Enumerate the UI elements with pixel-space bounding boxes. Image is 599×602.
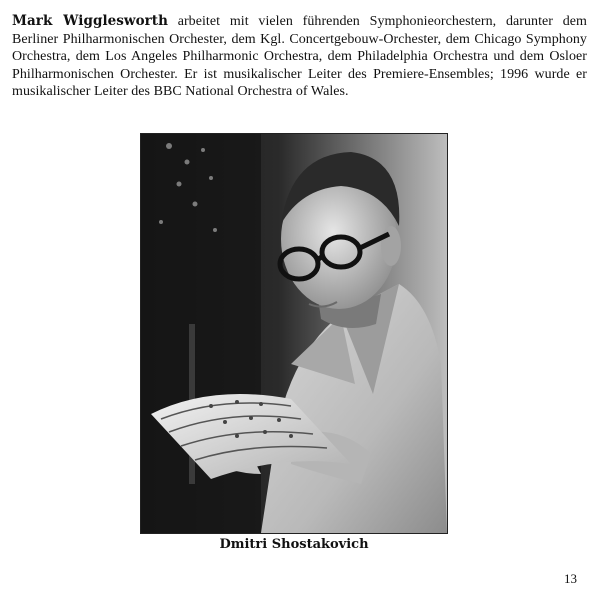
portrait-illustration: [141, 134, 447, 533]
performer-name: Mark Wigglesworth: [12, 13, 168, 29]
biography-paragraph: [12, 13, 587, 101]
photo-caption: Dmitri Shostakovich: [219, 537, 369, 552]
biography-text: arbeitet mit vielen führenden Symphonieorchestern, darunter dem Berliner Philharmonischen Orchester, dem Kgl. Concertgebouw-Orchester, dem Chicago Symphony Orchestra, dem Los Angeles Philharmonic Orchestra, dem Philadelphia Orchestra und dem Osloer Philharmonischen Orchester. Er ist musikalischer Leiter des Premiere-Ensembles; 1996 wurde er musikalischer Leiter des BBC National Orchestra of Wales.: [12, 14, 587, 99]
portrait-photo: [140, 133, 448, 534]
page-number: 13: [564, 571, 577, 586]
